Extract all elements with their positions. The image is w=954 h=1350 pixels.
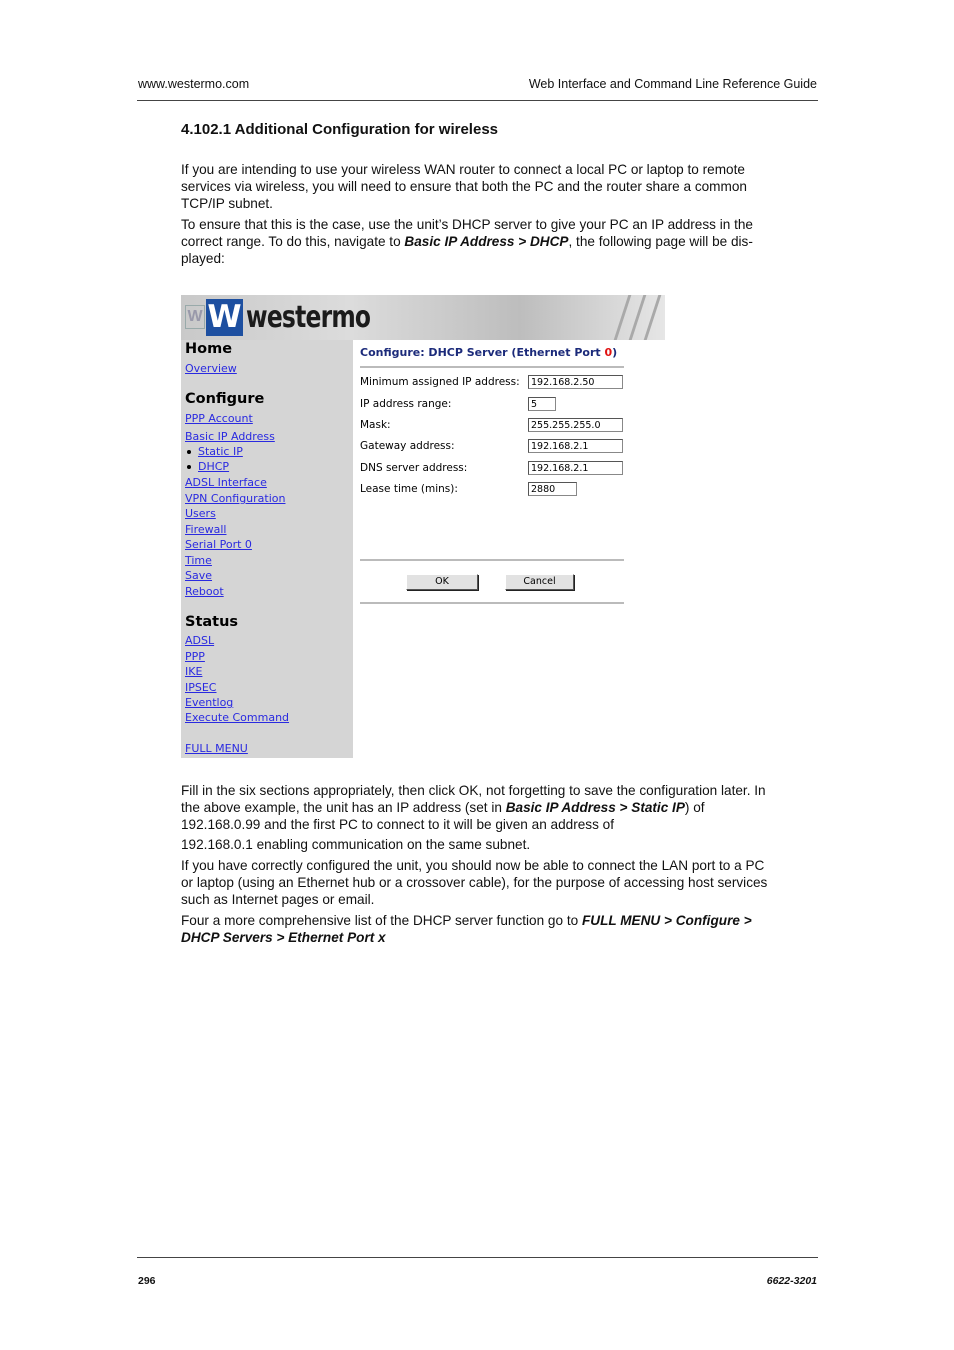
- sidebar-heading-status: Status: [185, 614, 239, 630]
- divider: [360, 559, 624, 562]
- westermo-logo-icon: W: [207, 299, 242, 335]
- after-p1-text: Fill in the six sections appropriately, then click OK, not forgetting to save the configuration later. In the above example, the unit has an IP address (set in: [181, 783, 766, 815]
- sidebar-link-overview[interactable]: Overview: [185, 362, 237, 375]
- document-number: 6622-3201: [766, 1275, 817, 1287]
- ip-range-label: IP address range:: [360, 398, 452, 410]
- header-guide-title: Web Interface and Command Line Reference Guide: [528, 77, 817, 91]
- router-ui-screenshot: [181, 295, 665, 758]
- intro-text: [181, 161, 771, 267]
- intro-paragraph-2: [181, 216, 771, 267]
- min-ip-label: Minimum assigned IP address:: [360, 376, 520, 388]
- gateway-input[interactable]: 192.168.2.1: [528, 439, 623, 453]
- sidebar-link-eventlog[interactable]: Eventlog: [185, 696, 234, 709]
- sidebar-link-serial-port[interactable]: Serial Port 0: [185, 538, 252, 551]
- sidebar-link-static-ip[interactable]: Static IP: [198, 445, 243, 458]
- after-p4-nav-path: FULL MENU > Configure > DHCP Servers > Ethernet Port x: [181, 913, 752, 945]
- footer-rule: [137, 1257, 818, 1258]
- bullet-icon: [187, 465, 191, 469]
- after-p1-text-end: ) of 192.168.0.99 and the first PC to connect to it will be given an address of: [181, 800, 705, 832]
- after-p1-nav-path: Basic IP Address > Static IP: [505, 800, 685, 815]
- banner-stripe: [629, 295, 647, 340]
- sidebar-link-vpn-configuration[interactable]: VPN Configuration: [185, 492, 286, 505]
- after-text: [181, 782, 771, 946]
- intro-paragraph-1: If you are intending to use your wireless WAN router to connect a local PC or laptop to remote services via wireless, you will need to ensure that both the PC and the router share a common TCP/IP subnet.: [181, 162, 747, 211]
- after-p4-text: Four a more comprehensive list of the DHCP server function go to: [181, 913, 582, 928]
- ok-button[interactable]: OK: [406, 574, 478, 590]
- after-paragraph-2: 192.168.0.1 enabling communication on the same subnet.: [181, 837, 531, 852]
- intro-p2-text: To ensure that this is the case, use the unit’s DHCP server to give your PC an IP address in the correct range. To do this, navigate to: [181, 217, 753, 249]
- sidebar-link-execute-command[interactable]: Execute Command: [185, 711, 290, 724]
- divider: [360, 366, 624, 369]
- form-title-port: 0: [604, 346, 613, 359]
- header-website: www.westermo.com: [138, 77, 250, 91]
- intro-p2-nav-path: Basic IP Address > DHCP: [404, 234, 569, 249]
- sidebar-link-adsl-interface[interactable]: ADSL Interface: [185, 476, 267, 489]
- dns-label: DNS server address:: [360, 462, 468, 474]
- ip-range-input[interactable]: 5: [528, 397, 556, 411]
- dhcp-config-pane: [353, 340, 665, 758]
- page-number: 296: [138, 1275, 156, 1287]
- sidebar-link-full-menu[interactable]: FULL MENU: [185, 742, 248, 755]
- bullet-icon: [187, 450, 191, 454]
- sidebar-menu: [181, 340, 353, 758]
- after-paragraph-3: If you have correctly configured the unit, you should now be able to connect the LAN port to a PC or laptop (using an Ethernet hub or a crossover cable), for the purpose of accessing host services such as Internet pages or email.: [181, 858, 768, 907]
- sidebar-link-firewall[interactable]: Firewall: [185, 523, 227, 536]
- banner-stripe: [614, 295, 632, 340]
- sidebar-link-ike[interactable]: IKE: [185, 665, 203, 678]
- ghost-logo-icon: W: [185, 305, 205, 329]
- after-paragraph-1: [181, 782, 771, 833]
- form-title-suffix: ): [612, 346, 618, 359]
- form-title: [360, 346, 617, 359]
- sidebar-link-users[interactable]: Users: [185, 507, 216, 520]
- sidebar-heading-home: Home: [185, 341, 233, 357]
- dns-input[interactable]: 192.168.2.1: [528, 461, 623, 475]
- westermo-logo-text: westermo: [246, 300, 371, 335]
- divider: [360, 602, 624, 605]
- sidebar-link-dhcp[interactable]: DHCP: [198, 460, 230, 473]
- gateway-label: Gateway address:: [360, 440, 455, 452]
- mask-label: Mask:: [360, 419, 391, 431]
- banner-stripe: [644, 295, 662, 340]
- lease-time-input[interactable]: 2880: [528, 482, 577, 496]
- header-rule: [137, 100, 818, 101]
- lease-time-label: Lease time (mins):: [360, 483, 458, 495]
- section-title: 4.102.1 Additional Configuration for wireless: [181, 121, 498, 138]
- westermo-banner: [181, 295, 665, 340]
- sidebar-link-ppp-account[interactable]: PPP Account: [185, 412, 253, 425]
- sidebar-link-adsl[interactable]: ADSL: [185, 634, 215, 647]
- sidebar-heading-configure: Configure: [185, 391, 265, 407]
- after-paragraph-4: [181, 912, 771, 946]
- sidebar-link-save[interactable]: Save: [185, 569, 213, 582]
- sidebar-link-time[interactable]: Time: [185, 554, 212, 567]
- sidebar-link-reboot[interactable]: Reboot: [185, 585, 224, 598]
- intro-p2-text-end: , the following page will be dis-played:: [181, 234, 753, 266]
- form-title-text: Configure: DHCP Server (Ethernet Port: [360, 346, 605, 359]
- mask-input[interactable]: 255.255.255.0: [528, 418, 623, 432]
- min-ip-input[interactable]: 192.168.2.50: [528, 375, 623, 389]
- sidebar-link-ppp[interactable]: PPP: [185, 650, 205, 663]
- sidebar-link-basic-ip-address[interactable]: Basic IP Address: [185, 430, 275, 443]
- cancel-button[interactable]: Cancel: [505, 574, 574, 590]
- sidebar-link-ipsec[interactable]: IPSEC: [185, 681, 217, 694]
